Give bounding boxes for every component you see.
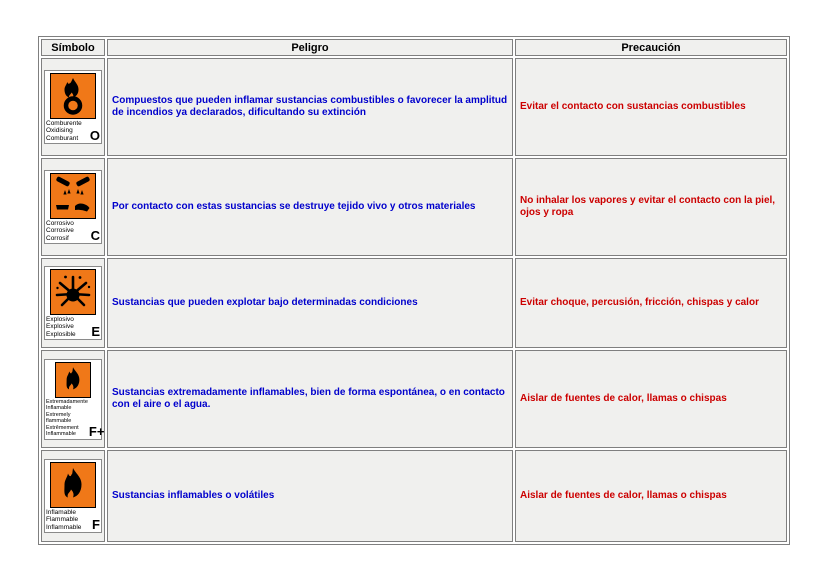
hazard-symbol-explosive bbox=[44, 266, 102, 341]
hazard-symbol-extremely-flammable bbox=[44, 359, 105, 440]
symbol-label: Extrêmement Inflammable bbox=[46, 424, 79, 437]
peligro-text: Sustancias que pueden explotar bajo determinadas condiciones bbox=[107, 258, 513, 348]
precaucion-text: Aislar de fuentes de calor, llamas o chispas bbox=[515, 450, 787, 542]
precaucion-text: Evitar el contacto con sustancias combustibles bbox=[515, 58, 787, 156]
header-precaucion: Precaución bbox=[515, 39, 787, 56]
symbol-labels bbox=[46, 220, 90, 243]
precaucion-text: Aislar de fuentes de calor, llamas o chispas bbox=[515, 350, 787, 448]
corrosive-icon bbox=[53, 176, 93, 216]
peligro-text: Sustancias inflamables o volátiles bbox=[107, 450, 513, 542]
flame-icon bbox=[58, 365, 88, 395]
symbol-letter: C bbox=[90, 228, 100, 244]
flame-icon bbox=[55, 362, 91, 398]
symbol-label: Explosible bbox=[46, 330, 76, 338]
table-row bbox=[41, 350, 787, 448]
symbol-label: Explosivo bbox=[46, 315, 74, 323]
exploding-bomb-icon bbox=[53, 272, 93, 312]
symbol-caption bbox=[45, 509, 101, 532]
symbol-cell bbox=[41, 58, 105, 156]
peligro-text: Por contacto con estas sustancias se destruye tejido vivo y otros materiales bbox=[107, 158, 513, 256]
symbol-letter: F bbox=[92, 517, 100, 533]
symbol-labels bbox=[46, 509, 91, 532]
symbol-label: Comburant bbox=[46, 134, 79, 142]
hazard-symbol-flammable bbox=[44, 459, 102, 534]
table-row bbox=[41, 158, 787, 256]
header-peligro: Peligro bbox=[107, 39, 513, 56]
symbol-label: Extremadamente Inflamable bbox=[46, 398, 88, 411]
table-row bbox=[41, 450, 787, 542]
flame-over-circle-icon bbox=[50, 73, 96, 119]
symbol-labels bbox=[46, 120, 89, 143]
precaucion-text: Evitar choque, percusión, fricción, chispas y calor bbox=[515, 258, 787, 348]
precaucion-text: No inhalar los vapores y evitar el contacto con la piel, ojos y ropa bbox=[515, 158, 787, 256]
symbol-label: Corrosif bbox=[46, 234, 69, 242]
symbol-label: Comburente bbox=[46, 119, 82, 127]
symbol-label: Explosive bbox=[46, 323, 74, 331]
symbol-label: Flammable bbox=[46, 516, 79, 524]
symbol-caption bbox=[45, 316, 101, 339]
flame-icon bbox=[53, 465, 93, 505]
hazard-table bbox=[38, 36, 790, 545]
table-row bbox=[41, 58, 787, 156]
symbol-cell bbox=[41, 350, 105, 448]
symbol-label: Inflammable bbox=[46, 523, 82, 531]
flame-icon bbox=[50, 462, 96, 508]
symbol-letter: F+ bbox=[88, 423, 105, 439]
hazard-symbol-corrosive bbox=[44, 170, 102, 245]
symbol-letter: E bbox=[91, 324, 100, 340]
symbol-label: Inflamable bbox=[46, 508, 76, 516]
symbol-cell bbox=[41, 450, 105, 542]
corrosive-icon bbox=[50, 173, 96, 219]
symbol-labels bbox=[46, 316, 90, 339]
header-simbolo: Símbolo bbox=[41, 39, 105, 56]
table-row bbox=[41, 258, 787, 348]
symbol-label: Corrosivo bbox=[46, 219, 74, 227]
symbol-cell bbox=[41, 258, 105, 348]
peligro-text: Sustancias extremadamente inflamables, bien de forma espontánea, o en contacto con el aire o el agua. bbox=[107, 350, 513, 448]
symbol-label: Corrosive bbox=[46, 227, 74, 235]
hazard-table-container bbox=[38, 36, 790, 545]
symbol-caption bbox=[45, 220, 101, 243]
symbol-labels bbox=[46, 399, 88, 438]
symbol-label: Extremely flammable bbox=[46, 411, 72, 424]
symbol-caption bbox=[45, 398, 105, 439]
flame-over-circle-icon bbox=[53, 76, 93, 116]
exploding-bomb-icon bbox=[50, 269, 96, 315]
peligro-text: Compuestos que pueden inflamar sustancias combustibles o favorecer la amplitud de incendios ya declarados, dificultando su extinción bbox=[107, 58, 513, 156]
header-row bbox=[41, 39, 787, 56]
symbol-cell bbox=[41, 158, 105, 256]
symbol-label: Oxidising bbox=[46, 127, 73, 135]
symbol-caption bbox=[45, 120, 101, 143]
symbol-letter: O bbox=[89, 128, 100, 144]
hazard-symbol-oxidising bbox=[44, 70, 102, 145]
